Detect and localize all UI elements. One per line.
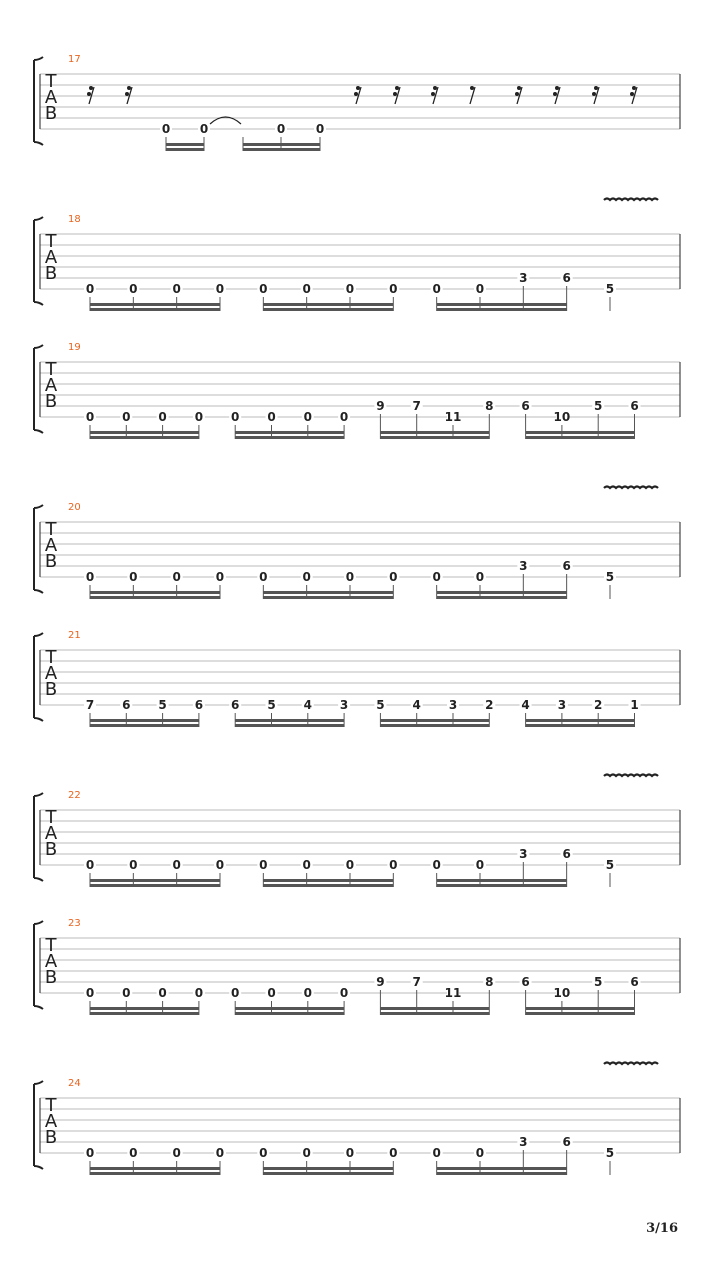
tab-clef-letter: T	[45, 71, 57, 92]
note-beam	[235, 1007, 344, 1010]
note-beam	[263, 879, 393, 882]
fret-number: 6	[194, 698, 204, 712]
note-beam	[526, 1007, 635, 1010]
note-beam	[437, 591, 567, 594]
fret-number: 0	[215, 1146, 225, 1160]
fret-number: 5	[376, 698, 385, 712]
tab-clef-letter: T	[45, 231, 57, 252]
fret-number: 0	[432, 282, 441, 296]
fret-number: 0	[345, 570, 355, 584]
fret-number: 0	[158, 986, 167, 1000]
fret-number: 6	[562, 1135, 571, 1149]
tab-clef-letter: A	[44, 375, 58, 396]
fret-number: 0	[302, 858, 311, 872]
fret-number: 0	[161, 122, 171, 136]
measure-number: 21	[68, 630, 81, 641]
fret-number: 1	[630, 698, 639, 712]
tab-system	[34, 630, 680, 727]
fret-number: 8	[485, 975, 494, 989]
note-beam	[526, 719, 635, 722]
fret-number: 0	[172, 282, 181, 296]
measure-number: 19	[68, 342, 81, 353]
sixteenth-rest	[431, 86, 438, 104]
tab-clef-letter: T	[45, 1095, 57, 1116]
fret-number: 6	[562, 559, 571, 573]
note-beam	[526, 431, 635, 434]
note-beam	[263, 591, 393, 594]
tab-system	[34, 487, 680, 600]
fret-number: 0	[303, 986, 312, 1000]
fret-number: 0	[172, 1146, 181, 1160]
note-beam	[380, 719, 489, 722]
fret-number: 5	[158, 698, 167, 712]
fret-number: 0	[259, 570, 268, 584]
fret-number: 0	[85, 410, 95, 424]
fret-number: 0	[259, 1146, 268, 1160]
tab-system	[34, 54, 680, 151]
system-bracket	[34, 793, 43, 881]
note-beam	[235, 436, 344, 439]
note-beam	[437, 1167, 567, 1170]
fret-number: 0	[339, 986, 349, 1000]
tab-clef-letter: A	[44, 1111, 58, 1132]
fret-number: 0	[85, 858, 95, 872]
tab-clef-letter: T	[45, 935, 57, 956]
note-beam	[437, 596, 567, 599]
note-beam	[235, 719, 344, 722]
system-bracket	[34, 57, 43, 145]
tab-clef-letter: T	[45, 519, 57, 540]
fret-number: 0	[475, 282, 485, 296]
note-beam	[526, 724, 635, 727]
sixteenth-rest	[592, 86, 599, 104]
fret-number: 0	[122, 410, 131, 424]
measure-number: 23	[68, 918, 81, 929]
note-beam	[90, 879, 220, 882]
sixteenth-rest	[515, 86, 522, 104]
fret-number: 0	[129, 282, 138, 296]
fret-number: 0	[231, 410, 240, 424]
system-bracket	[34, 633, 43, 721]
fret-number: 0	[432, 570, 441, 584]
fret-number: 0	[267, 410, 276, 424]
note-beam	[90, 1167, 220, 1170]
fret-number: 10	[553, 986, 571, 1000]
sixteenth-rest	[87, 86, 94, 104]
note-beam	[263, 884, 393, 887]
note-beam	[90, 308, 220, 311]
fret-number: 0	[302, 282, 311, 296]
note-beam	[263, 1172, 393, 1175]
fret-number: 8	[485, 399, 494, 413]
fret-number: 6	[521, 975, 530, 989]
note-beam	[526, 1012, 635, 1015]
note-beam	[243, 143, 320, 146]
note-beam	[235, 724, 344, 727]
fret-number: 5	[605, 1146, 615, 1160]
fret-number: 0	[302, 570, 311, 584]
fret-number: 5	[594, 975, 603, 989]
tab-system	[34, 918, 680, 1015]
note-beam	[437, 1172, 567, 1175]
system-bracket	[34, 505, 43, 593]
note-beam	[437, 879, 567, 882]
fret-number: 4	[521, 698, 530, 712]
note-beam	[380, 1012, 489, 1015]
note-beam	[90, 596, 220, 599]
fret-number: 5	[594, 399, 603, 413]
system-bracket	[34, 921, 43, 1009]
tab-system	[34, 1063, 680, 1176]
fret-number: 0	[129, 1146, 138, 1160]
note-beam	[380, 436, 489, 439]
fret-number: 0	[194, 410, 204, 424]
measure-number: 20	[68, 502, 81, 513]
note-beam	[526, 436, 635, 439]
tab-clef-letter: T	[45, 647, 57, 668]
fret-number: 0	[199, 122, 209, 136]
measure-number: 24	[68, 1078, 81, 1089]
tab-clef-letter: A	[44, 247, 58, 268]
fret-number: 4	[303, 698, 312, 712]
note-beam	[380, 1007, 489, 1010]
fret-number: 0	[475, 858, 485, 872]
fret-number: 9	[376, 399, 385, 413]
fret-number: 6	[122, 698, 131, 712]
fret-number: 0	[339, 410, 349, 424]
measure-number: 17	[68, 54, 81, 65]
fret-number: 2	[485, 698, 494, 712]
sixteenth-rest	[553, 86, 560, 104]
fret-number: 0	[389, 570, 398, 584]
note-beam	[90, 591, 220, 594]
fret-number: 2	[594, 698, 603, 712]
tab-clef-letter: B	[44, 263, 58, 284]
note-beam	[263, 1167, 393, 1170]
fret-number: 0	[172, 858, 181, 872]
fret-number: 0	[194, 986, 204, 1000]
tab-system	[34, 342, 680, 439]
fret-number: 0	[172, 570, 181, 584]
fret-number: 0	[345, 858, 355, 872]
note-beam	[90, 1007, 199, 1010]
fret-number: 0	[85, 282, 95, 296]
tab-clef-letter: A	[44, 535, 58, 556]
fret-number: 0	[475, 570, 485, 584]
note-beam	[90, 303, 220, 306]
note-beam	[437, 303, 567, 306]
tab-clef-letter: T	[45, 807, 57, 828]
note-beam	[235, 1012, 344, 1015]
fret-number: 0	[259, 858, 268, 872]
note-beam	[380, 724, 489, 727]
fret-number: 0	[85, 1146, 95, 1160]
fret-number: 5	[605, 570, 615, 584]
fret-number: 7	[412, 399, 421, 413]
fret-number: 0	[85, 986, 95, 1000]
tab-clef-letter: T	[45, 359, 57, 380]
tab-clef-letter: B	[44, 391, 58, 412]
fret-number: 3	[557, 698, 567, 712]
vibrato-mark	[604, 487, 658, 489]
vibrato-mark	[604, 1063, 658, 1065]
note-beam	[263, 308, 393, 311]
fret-number: 5	[605, 858, 615, 872]
note-beam	[90, 884, 220, 887]
tab-clef-letter: A	[44, 87, 58, 108]
vibrato-mark	[604, 199, 658, 201]
fret-number: 4	[412, 698, 421, 712]
fret-number: 3	[519, 271, 528, 285]
fret-number: 5	[605, 282, 615, 296]
fret-number: 0	[432, 858, 441, 872]
measure-number: 18	[68, 214, 81, 225]
fret-number: 10	[553, 410, 571, 424]
note-beam	[243, 148, 320, 151]
fret-number: 0	[389, 282, 398, 296]
fret-number: 0	[231, 986, 240, 1000]
fret-number: 9	[376, 975, 385, 989]
sixteenth-rest	[354, 86, 361, 104]
fret-number: 0	[303, 410, 312, 424]
fret-number: 7	[85, 698, 95, 712]
fret-number: 3	[339, 698, 349, 712]
tab-system	[34, 199, 680, 312]
fret-number: 0	[122, 986, 131, 1000]
note-beam	[437, 308, 567, 311]
fret-number: 6	[562, 271, 571, 285]
tab-clef-letter: B	[44, 103, 58, 124]
fret-number: 0	[389, 1146, 398, 1160]
tab-clef-letter: A	[44, 663, 58, 684]
note-beam	[166, 143, 204, 146]
fret-number: 3	[448, 698, 458, 712]
fret-number: 0	[315, 122, 325, 136]
tab-clef-letter: B	[44, 551, 58, 572]
fret-number: 0	[129, 570, 138, 584]
measure-number: 22	[68, 790, 81, 801]
fret-number: 0	[215, 858, 225, 872]
fret-number: 0	[215, 282, 225, 296]
fret-number: 0	[129, 858, 138, 872]
fret-number: 6	[630, 399, 639, 413]
tab-clef-letter: A	[44, 951, 58, 972]
system-bracket	[34, 217, 43, 305]
fret-number: 6	[231, 698, 240, 712]
note-beam	[437, 884, 567, 887]
eighth-rest	[470, 86, 475, 104]
fret-number: 0	[302, 1146, 311, 1160]
note-beam	[166, 148, 204, 151]
tab-clef-letter: B	[44, 967, 58, 988]
note-beam	[263, 596, 393, 599]
fret-number: 0	[475, 1146, 485, 1160]
note-beam	[90, 1012, 199, 1015]
system-bracket	[34, 1081, 43, 1169]
fret-number: 3	[519, 847, 528, 861]
sixteenth-rest	[630, 86, 637, 104]
fret-number: 0	[158, 410, 167, 424]
fret-number: 3	[519, 1135, 528, 1149]
note-beam	[90, 719, 199, 722]
fret-number: 6	[562, 847, 571, 861]
fret-number: 6	[630, 975, 639, 989]
fret-number: 0	[345, 1146, 355, 1160]
fret-number: 7	[412, 975, 421, 989]
fret-number: 3	[519, 559, 528, 573]
fret-number: 0	[345, 282, 355, 296]
note-beam	[380, 431, 489, 434]
tab-system	[34, 775, 680, 888]
system-bracket	[34, 345, 43, 433]
fret-number: 0	[215, 570, 225, 584]
fret-number: 11	[444, 986, 462, 1000]
note-beam	[90, 436, 199, 439]
fret-number: 6	[521, 399, 530, 413]
tab-clef-letter: B	[44, 1127, 58, 1148]
fret-number: 0	[432, 1146, 441, 1160]
tab-clef-letter: B	[44, 839, 58, 860]
fret-number: 0	[276, 122, 286, 136]
note-beam	[90, 724, 199, 727]
note-beam	[90, 1172, 220, 1175]
vibrato-mark	[604, 775, 658, 777]
page-number: 3/16	[646, 1221, 678, 1236]
fret-number: 11	[444, 410, 462, 424]
fret-number: 0	[259, 282, 268, 296]
note-beam	[235, 431, 344, 434]
fret-number: 0	[267, 986, 276, 1000]
sixteenth-rest	[125, 86, 132, 104]
note-beam	[263, 303, 393, 306]
fret-number: 0	[389, 858, 398, 872]
sixteenth-rest	[393, 86, 400, 104]
fret-number: 0	[85, 570, 95, 584]
note-beam	[90, 431, 199, 434]
tab-clef-letter: A	[44, 823, 58, 844]
fret-number: 5	[267, 698, 276, 712]
tab-clef-letter: B	[44, 679, 58, 700]
